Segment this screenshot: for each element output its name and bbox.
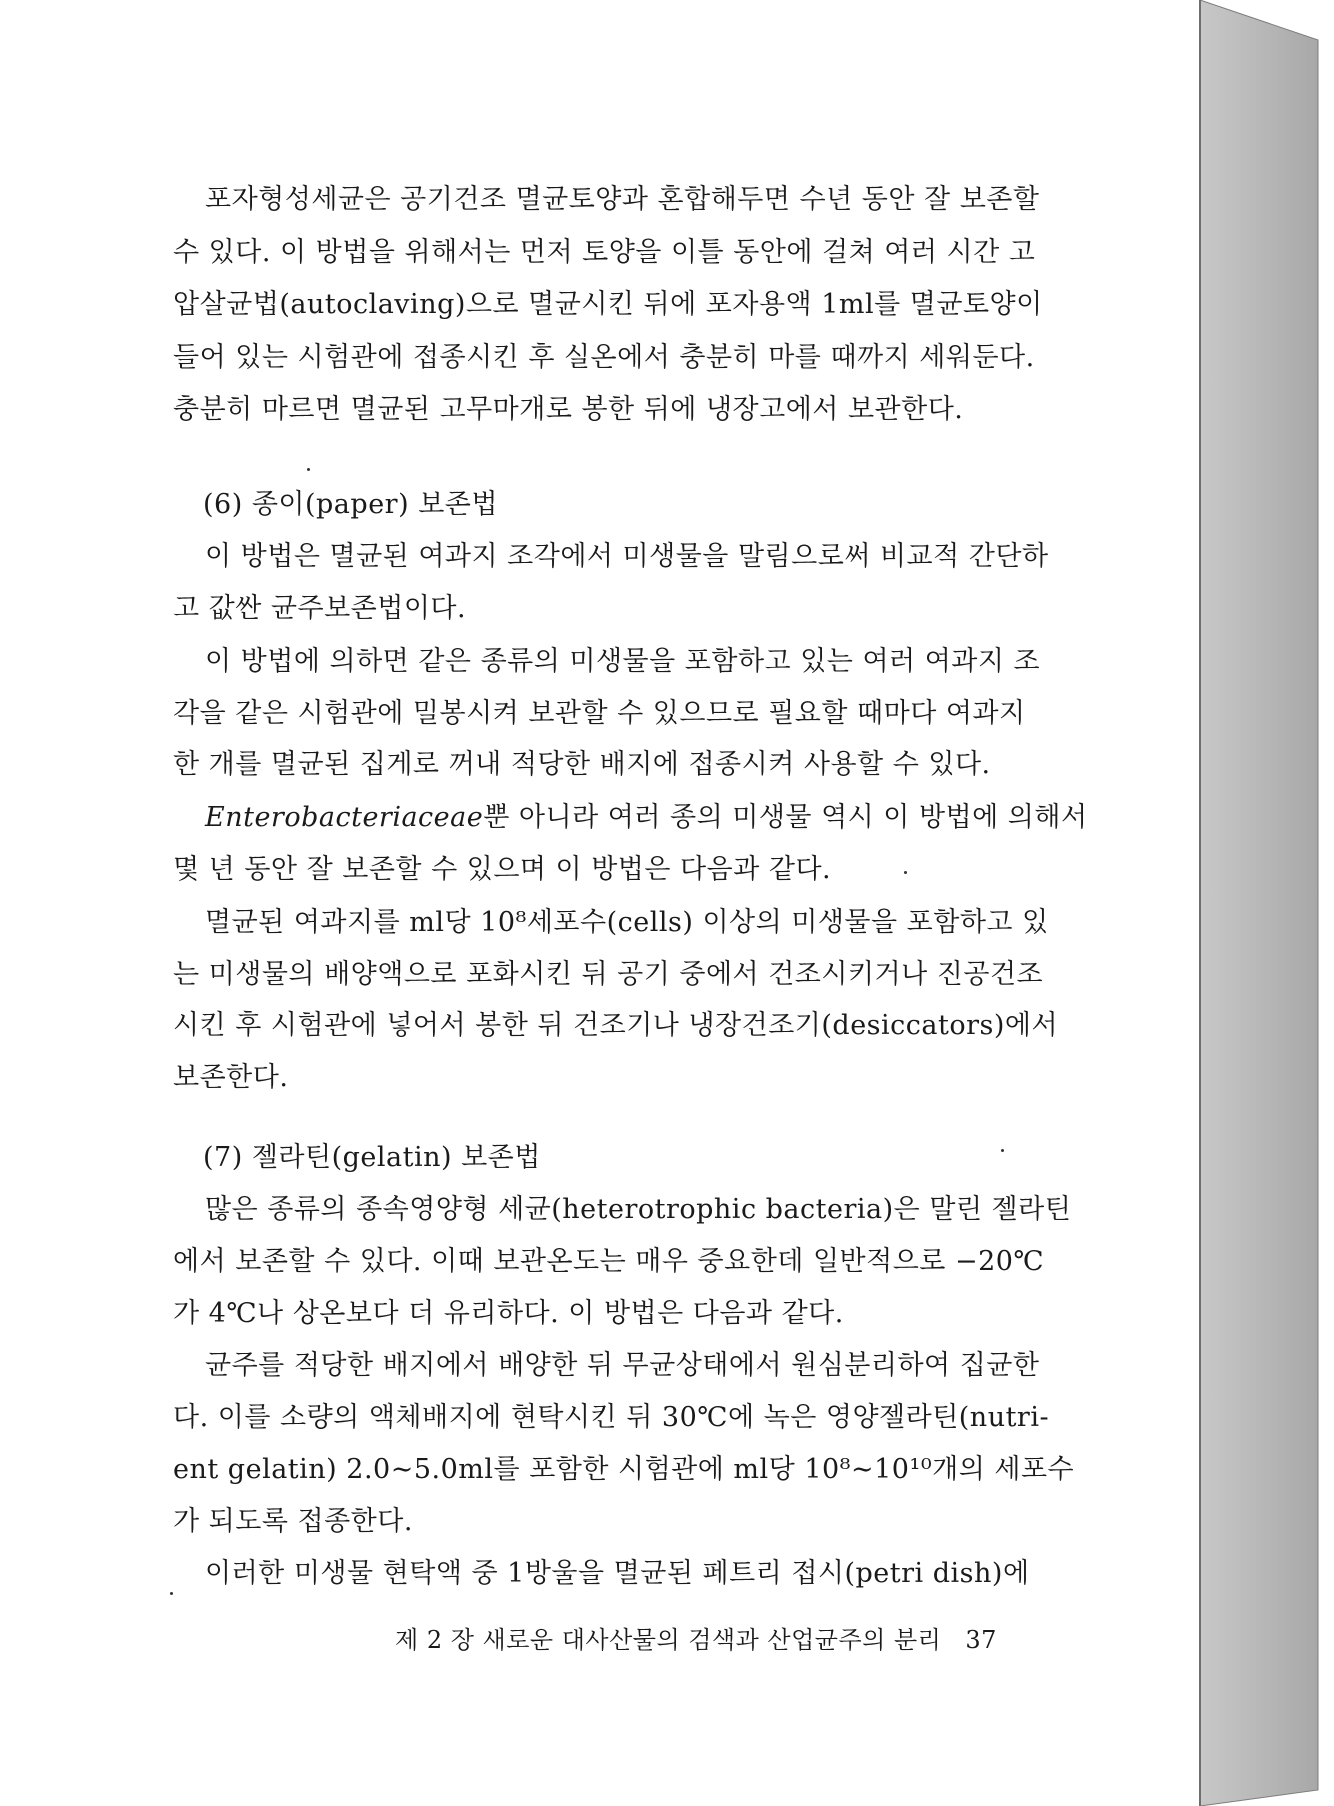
paragraph-5-line-3: 시킨 후 시험관에 넣어서 봉한 뒤 건조기나 냉장건조기(desiccators)에서 — [173, 1010, 1059, 1041]
paragraph-2-line-1: 이 방법은 멸균된 여과지 조각에서 미생물을 말림으로써 비교적 간단하 — [205, 541, 1049, 572]
paragraph-1-line-1: 포자형성세균은 공기건조 멸균토양과 혼합해두면 수년 동안 잘 보존할 — [205, 184, 1040, 215]
paragraph-8-line-1: 이러한 미생물 현탁액 중 1방울을 멸균된 페트리 접시(petri dish)에 — [205, 1558, 1030, 1589]
page-number: 37 — [965, 1626, 997, 1654]
paragraph-3-line-2: 각을 같은 시험관에 밀봉시켜 보관할 수 있으므로 필요할 때마다 여과지 — [173, 698, 1026, 729]
scan-speck — [307, 468, 310, 471]
paragraph-6-line-2: 에서 보존할 수 있다. 이때 보관온도는 매우 중요한데 일반적으로 −20℃ — [173, 1246, 1045, 1277]
paragraph-5-line-2: 는 미생물의 배양액으로 포화시킨 뒤 공기 중에서 건조시키거나 진공건조 — [173, 959, 1044, 990]
paragraph-4-line-1: Enterobacteriaceae뿐 아니라 여러 종의 미생물 역시 이 방법에 의해서 — [205, 802, 1088, 833]
paragraph-7-line-2: 다. 이를 소량의 액체배지에 현탁시킨 뒤 30℃에 녹은 영양젤라틴(nutri- — [173, 1402, 1050, 1433]
paragraph-5-line-4: 보존한다. — [173, 1062, 289, 1093]
paragraph-3-line-1: 이 방법에 의하면 같은 종류의 미생물을 포함하고 있는 여러 여과지 조 — [205, 646, 1041, 677]
paragraph-1-line-2: 수 있다. 이 방법을 위해서는 먼저 토양을 이틀 동안에 걸쳐 여러 시간 고 — [173, 237, 1036, 268]
section-heading-paper: (6) 종이(paper) 보존법 — [203, 489, 498, 520]
paragraph-6-line-1: 많은 종류의 종속영양형 세균(heterotrophic bacteria)은 말린 젤라틴 — [205, 1194, 1072, 1225]
paragraph-7-line-4: 가 되도록 접종한다. — [173, 1506, 413, 1537]
paragraph-7-line-1: 균주를 적당한 배지에서 배양한 뒤 무균상태에서 원심분리하여 집균한 — [205, 1350, 1040, 1381]
paragraph-2-line-2: 고 값싼 균주보존법이다. — [173, 593, 467, 624]
section-heading-gelatin: (7) 젤라틴(gelatin) 보존법 — [203, 1142, 541, 1173]
paragraph-1-line-3: 압살균법(autoclaving)으로 멸균시킨 뒤에 포자용액 1ml를 멸균토양이 — [173, 289, 1043, 320]
paragraph-1-line-4: 들어 있는 시험관에 접종시킨 후 실온에서 충분히 마를 때까지 세워둔다. — [173, 342, 1035, 373]
scan-speck — [904, 871, 907, 874]
paragraph-3-line-3: 한 개를 멸균된 집게로 꺼내 적당한 배지에 접종시켜 사용할 수 있다. — [173, 749, 991, 780]
page-footer — [395, 1625, 995, 1655]
scan-speck — [1001, 1149, 1004, 1152]
scan-speck — [170, 1592, 173, 1595]
paragraph-5-line-1: 멸균된 여과지를 ml당 10⁸세포수(cells) 이상의 미생물을 포함하고 있 — [205, 907, 1049, 938]
paragraph-4-line-2: 몇 년 동안 잘 보존할 수 있으며 이 방법은 다음과 같다. — [173, 854, 832, 885]
chapter-title: 제 2 장 새로운 대사산물의 검색과 산업균주의 분리 — [395, 1626, 942, 1654]
paragraph-1-line-5: 충분히 마르면 멸균된 고무마개로 봉한 뒤에 냉장고에서 보관한다. — [173, 394, 964, 425]
paragraph-7-line-3: ent gelatin) 2.0∼5.0ml를 포함한 시험관에 ml당 10⁸∼10¹⁰개의 세포수 — [173, 1454, 1075, 1485]
paragraph-6-line-3: 가 4℃나 상온보다 더 유리하다. 이 방법은 다음과 같다. — [173, 1298, 844, 1329]
